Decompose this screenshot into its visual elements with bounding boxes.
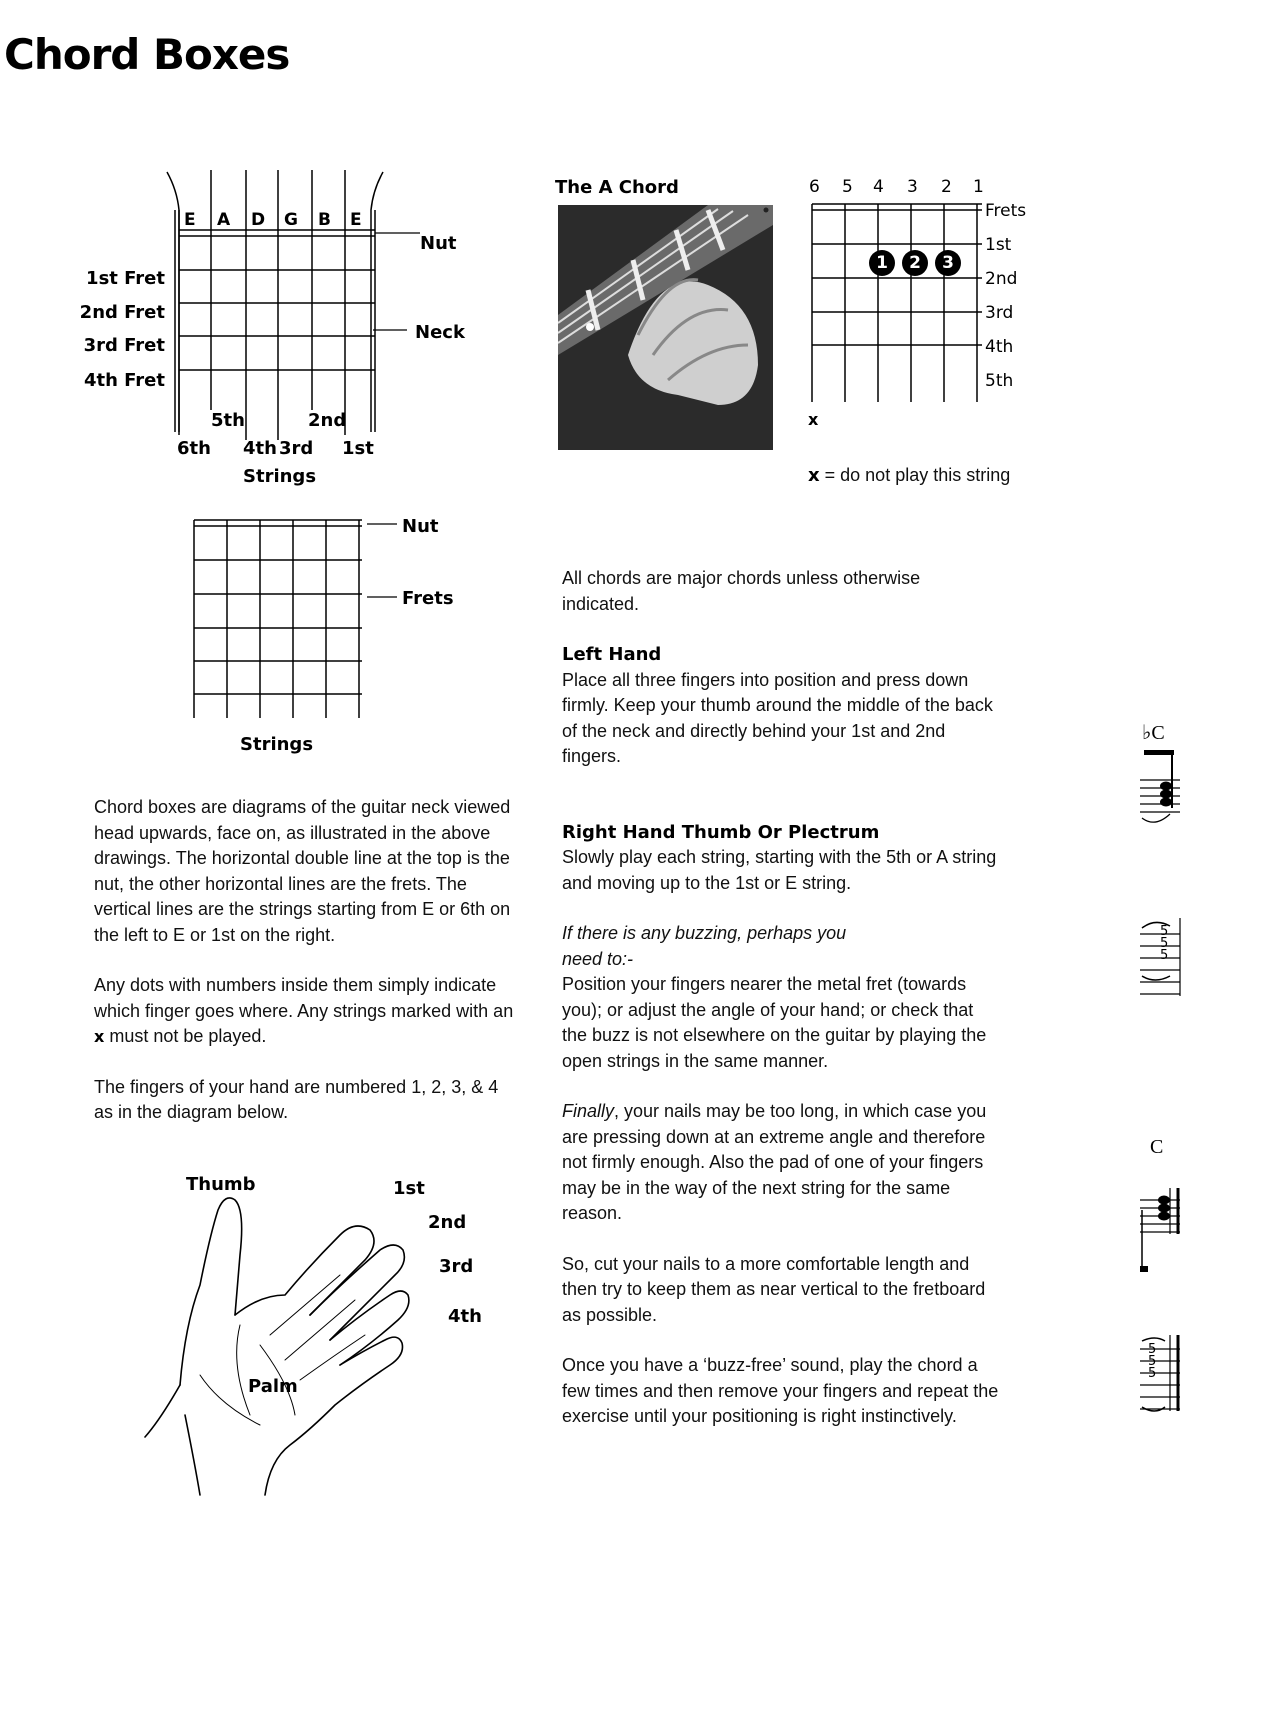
finger-dot	[902, 250, 928, 276]
string-number: 5	[842, 177, 853, 197]
muted-string-marker: x	[808, 410, 819, 429]
paragraph: Position your fingers nearer the metal fret (towards you); or adjust the angle of your hand; or check that the buzz is not elsewhere on the guitar by playing the open strings in the same manner.	[562, 974, 987, 1071]
string-number: 1st	[342, 438, 374, 459]
chord-box-grid	[192, 518, 392, 728]
finger-label: 1st	[393, 1178, 425, 1199]
string-number: 3rd	[279, 438, 314, 459]
thumb-label: Thumb	[186, 1174, 256, 1195]
paragraph: If there is any buzzing, perhaps you need to:-	[562, 923, 847, 969]
fret-label: Frets	[985, 201, 1027, 221]
mute-legend-text: = do not play this string	[824, 465, 1011, 485]
finger-number: 1	[876, 253, 888, 273]
tab-number: 5	[1160, 948, 1169, 963]
hand-on-fretboard-image	[558, 205, 773, 450]
mute-legend-symbol: x	[808, 465, 820, 486]
right-column-text	[562, 566, 1002, 1430]
strings-caption: Strings	[240, 734, 314, 755]
tab-number: 5	[1148, 1366, 1157, 1381]
paragraph: So, cut your nails to a more comfortable length and then try to keep them as near vertical to the fretboard as possible.	[562, 1253, 986, 1325]
fret-label: 1st Fret	[86, 268, 165, 289]
finger-number: 3	[942, 253, 954, 273]
a-chord-grid	[810, 202, 980, 412]
paragraph	[94, 973, 514, 1050]
fret-label: 3rd Fret	[83, 335, 165, 356]
tab-number: 5	[1148, 1354, 1157, 1369]
a-chord-title: The A Chord	[555, 177, 679, 198]
string-number: 6th	[177, 438, 211, 459]
fret-label: 2nd Fret	[79, 302, 165, 323]
fret-label: 5th	[985, 371, 1014, 391]
paragraph-text: , your nails may be too long, in which case you are pressing down at an extreme angle and therefore not firmly enough. Also the pad of one of your fingers may be in the way of the next string for the same reason.	[562, 1101, 987, 1223]
finger-label: 4th	[448, 1306, 482, 1327]
notation-fragment-bottom	[1140, 1180, 1185, 1280]
string-note: B	[318, 210, 331, 230]
notation-fragment-top	[1140, 748, 1185, 828]
string-number: 1	[973, 177, 984, 197]
frets-label: Frets	[402, 588, 454, 609]
string-number: 2	[941, 177, 952, 197]
finger-dot	[935, 250, 961, 276]
paragraph: The fingers of your hand are numbered 1, 2, 3, & 4 as in the diagram below.	[94, 1076, 499, 1122]
fret-label: 1st	[985, 235, 1012, 255]
string-number: 2nd	[308, 410, 347, 431]
paragraph-text: must not be played.	[104, 1026, 267, 1046]
fret-label: 4th Fret	[83, 370, 165, 391]
paragraph: Place all three fingers into position and press down firmly. Keep your thumb around the middle of the back of the neck and directly behind your 1st and 2nd fingers.	[562, 669, 993, 766]
finger-dot	[869, 250, 895, 276]
fret-label: 2nd	[985, 269, 1018, 289]
strings-caption: Strings	[243, 466, 317, 487]
string-number: 3	[907, 177, 918, 197]
finger-number: 2	[909, 253, 921, 273]
string-number: 4	[873, 177, 884, 197]
dust-speck	[763, 207, 769, 213]
mute-legend	[808, 465, 1010, 486]
section-heading: Right Hand Thumb Or Plectrum	[562, 821, 880, 843]
palm-label: Palm	[248, 1376, 298, 1397]
tab-number: 5	[1148, 1342, 1157, 1357]
string-note: E	[350, 210, 362, 230]
finger-label: 2nd	[428, 1212, 467, 1233]
left-column-text	[94, 795, 514, 1126]
nut-label: Nut	[420, 233, 457, 254]
section-heading: Left Hand	[562, 644, 662, 665]
fret-label: 4th	[985, 337, 1014, 357]
nut-label: Nut	[402, 516, 439, 537]
tab-number: 5	[1160, 924, 1169, 939]
string-number: 4th	[243, 438, 277, 459]
paragraph: Once you have a ‘buzz-free’ sound, play the chord a few times and then remove your fingers and repeat the exercise until your positioning is right instinctively.	[562, 1355, 999, 1426]
paragraph	[562, 1099, 1002, 1227]
page-title: Chord Boxes	[4, 30, 290, 79]
string-note: E	[184, 210, 196, 230]
finger-label: 3rd	[439, 1256, 474, 1277]
string-note: D	[251, 210, 266, 230]
string-number: 6	[809, 177, 820, 197]
a-chord-photo	[558, 205, 773, 450]
fret-label: 3rd	[985, 303, 1014, 323]
chord-symbol: ♭C	[1142, 722, 1165, 744]
hand-outline-drawing	[140, 1175, 440, 1495]
tab-number: 5	[1160, 936, 1169, 951]
chord-symbol: C	[1150, 1136, 1164, 1158]
paragraph: All chords are major chords unless otherwise indicated.	[562, 568, 921, 614]
paragraph-text: Any dots with numbers inside them simply indicate which finger goes where. Any strings marked with an	[94, 975, 514, 1021]
x-symbol: x	[94, 1027, 105, 1046]
tab-fragment-bottom	[1140, 1335, 1185, 1425]
string-note: A	[217, 210, 231, 230]
paragraph: Slowly play each string, starting with the 5th or A string and moving up to the 1st or E string.	[562, 847, 997, 893]
string-note: G	[284, 210, 298, 230]
string-number: 5th	[211, 410, 245, 431]
neck-label: Neck	[415, 322, 465, 343]
paragraph: Chord boxes are diagrams of the guitar neck viewed head upwards, face on, as illustrated in the above drawings. The horizontal double line at the top is the nut, the other horizontal lines are the frets. The vertical lines are the strings starting from E or 6th on the left to E or 1st on the right.	[94, 797, 511, 945]
paragraph-lead: Finally	[562, 1101, 615, 1121]
